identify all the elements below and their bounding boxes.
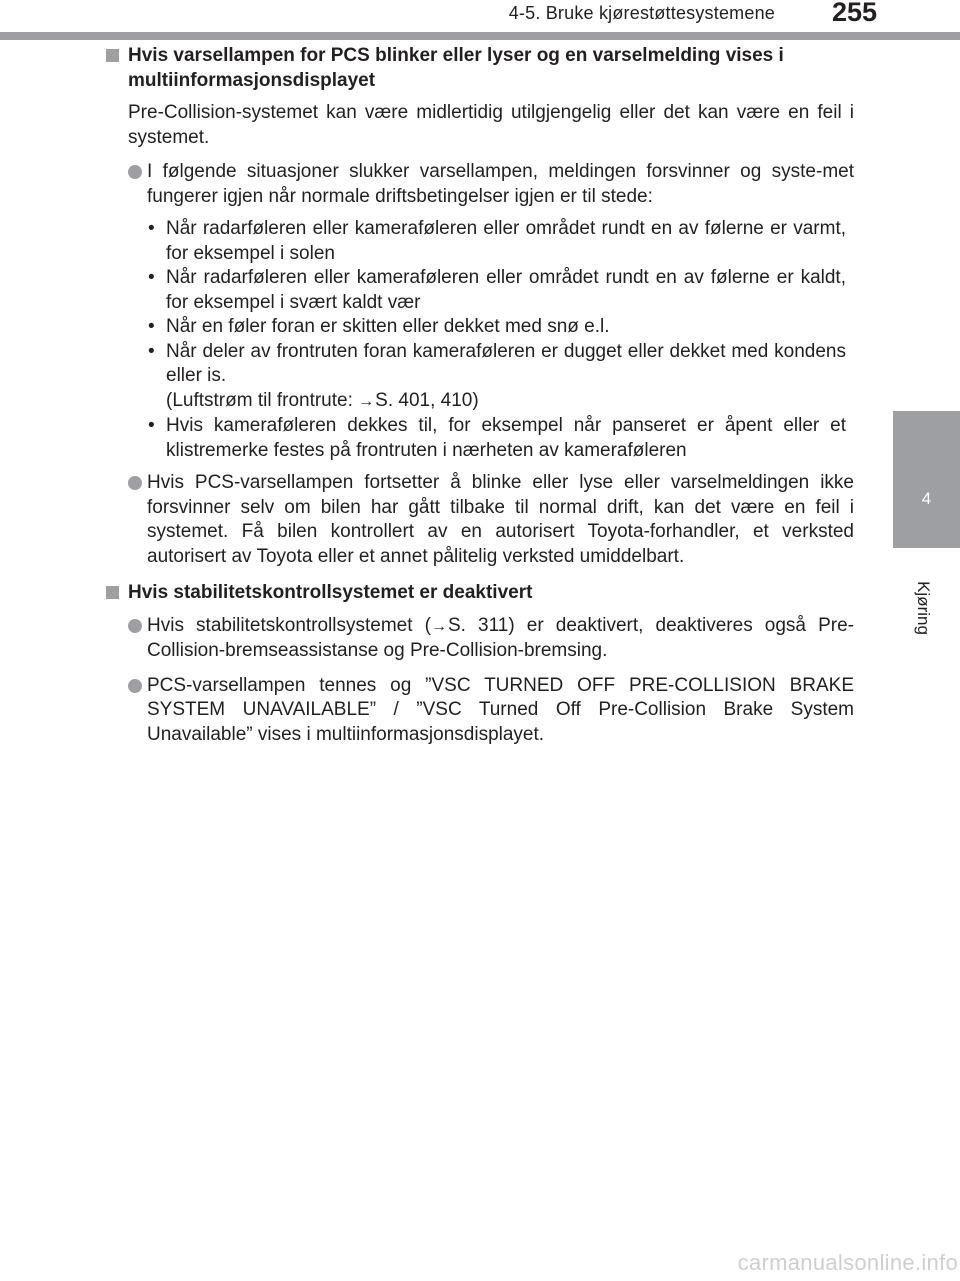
- list-item-text: Når en føler foran er skitten eller dekket med snø e.l.: [166, 316, 610, 337]
- gray-square-icon: [106, 586, 119, 599]
- page-content: [106, 44, 854, 757]
- chapter-tab[interactable]: [893, 411, 960, 548]
- bullet-stability-deactivated: [128, 614, 854, 664]
- bullet-text: [147, 614, 854, 664]
- watermark-text: carmanualsonline.info: [737, 1250, 958, 1275]
- chapter-title-vertical: [887, 575, 937, 645]
- chapter-title-text: Kjøring: [914, 581, 933, 635]
- bullet-text: I følgende situasjoner slukker varsellampen, meldingen forsvinner og syste-met fungerer igjen når normale driftsbetingelser igjen er til stede:: [147, 161, 854, 207]
- right-arrow-icon: →: [358, 392, 375, 410]
- heading-stability-control: [106, 581, 854, 606]
- gray-circle-icon: [128, 619, 142, 633]
- header-rule: [0, 32, 960, 40]
- bullet-text: PCS-varsellampen tennes og ”VSC TURNED OFF PRE-COLLISION BRAKE SYSTEM UNAVAILABLE” / ”VSC Turned Off Pre-Collision Brake System Unavailable” vises i multiinformasjonsdisplayet.: [147, 674, 854, 745]
- gray-circle-icon: [128, 476, 142, 490]
- gray-circle-icon: [128, 679, 142, 693]
- list-item: [148, 217, 846, 266]
- list-bullet: •: [148, 316, 155, 337]
- paragraph-system-unavailable: Pre-Collision-systemet kan være midlertidig utilgjengelig eller det kan være en feil i systemet.: [128, 102, 854, 148]
- list-item-text: Når radarføleren eller kameraføleren eller området rundt en av følerne er varmt, for eksempel i solen: [166, 218, 846, 264]
- list-bullet: •: [148, 218, 155, 239]
- list-item: [148, 414, 846, 463]
- list-bullet: •: [148, 415, 155, 436]
- page-reference-link[interactable]: S. 401, 410): [375, 389, 479, 411]
- page-reference-link[interactable]: S. 311): [447, 614, 515, 636]
- reference-prefix: (Luftstrøm til frontrute:: [166, 389, 359, 411]
- bullet-text-pre: Hvis stabilitetskontrollsystemet (: [147, 614, 431, 636]
- section-title: 4-5. Bruke kjørestøttesystemene: [508, 3, 775, 23]
- heading-pcs-warning: [106, 44, 854, 93]
- list-item-text: Når radarføleren eller kameraføleren eller området rundt en av følerne er kaldt, for eksempel i svært kaldt vær: [166, 267, 846, 313]
- page-number: 255: [832, 0, 878, 27]
- bullet-text: Hvis PCS-varsellampen fortsetter å blinke eller lyse eller varselmeldingen ikke forsvinner selv om bilen har gått tilbake til normal drift, kan det være en feil i systemet. Få bilen kontrollert av en autorisert Toyota-forhandler, et verksted autorisert av Toyota eller et annet pålitelig verksted umiddelbart.: [147, 472, 854, 567]
- heading-text: Hvis varsellampen for PCS blinker eller lyser og en varselmelding vises i multiinformasjonsdisplayet: [128, 45, 784, 91]
- gray-circle-icon: [128, 165, 142, 179]
- bullet-conditions-intro: [128, 160, 854, 209]
- list-bullet: •: [148, 267, 155, 288]
- list-item-main: Når deler av frontruten foran kameraføleren er dugget eller dekket med kondens eller is.: [166, 340, 846, 386]
- heading-text: Hvis stabilitetskontrollsystemet er deaktivert: [128, 582, 533, 603]
- bullet-persistent-warning: [128, 471, 854, 569]
- gray-square-icon: [106, 49, 119, 62]
- conditions-list: [148, 217, 854, 463]
- list-item: [148, 315, 846, 340]
- list-bullet: •: [148, 340, 155, 362]
- chapter-tab-number: 4: [921, 489, 932, 508]
- list-item-text: Hvis kameraføleren dekkes til, for eksempel når panseret er åpent eller et klistremerke festes på frontruten i nærheten av kameraføleren: [166, 415, 846, 461]
- bullet-text-post: er deaktivert, deaktiveres også Pre-Collision-bremseassistanse og Pre-Collision-bremsing.: [147, 614, 855, 661]
- list-item: [148, 340, 846, 415]
- list-item-text: [166, 340, 846, 415]
- list-item: [148, 266, 846, 315]
- bullet-vsc-message: [128, 674, 854, 748]
- right-arrow-icon: →: [430, 617, 447, 635]
